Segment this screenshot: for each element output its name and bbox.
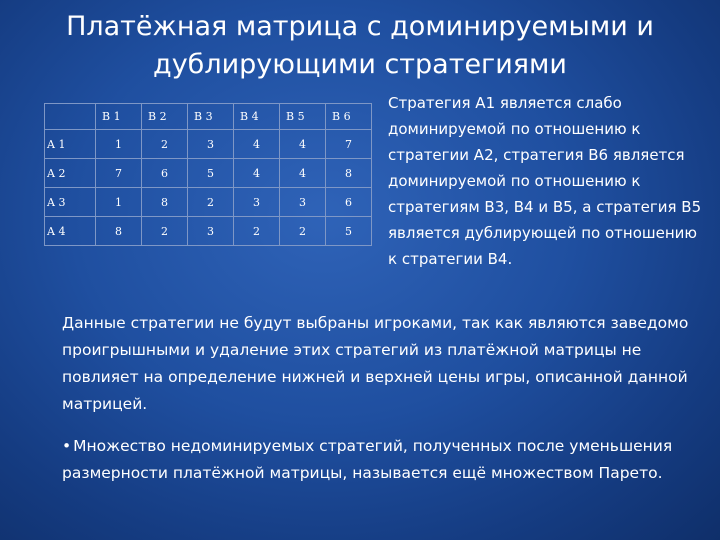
title-line-1: Платёжная матрица с доминируемыми и [66,11,654,42]
matrix-cell: 4 [234,159,280,188]
matrix-cell: 2 [142,217,188,246]
matrix-cell: 5 [326,217,372,246]
matrix-cell: 3 [188,217,234,246]
matrix-header-row [45,104,372,130]
dominance-explanation: Стратегия А1 является слабо доминируемой по отношению к стратегии А2, стратегия В6 является доминируемой по отношению к стратегиям В3, В4 и В5, а стратегия В5 является дублирующей по отношению к стратегии В4. [388,94,702,268]
title-line-2: дублирующими стратегиями [153,49,567,80]
column-header-b1: B 1 [96,104,142,130]
row-header-a4: A 4 [45,217,96,246]
matrix-cell: 7 [96,159,142,188]
slide-title [40,8,680,84]
matrix-cell: 7 [326,130,372,159]
matrix-cell: 6 [142,159,188,188]
payoff-matrix [44,103,372,246]
column-header-b2: B 2 [142,104,188,130]
row-header-a3: A 3 [45,188,96,217]
column-header-b3: B 3 [188,104,234,130]
matrix-cell: 4 [234,130,280,159]
matrix-row-a4 [45,217,372,246]
matrix-cell: 8 [96,217,142,246]
matrix-cell: 1 [96,188,142,217]
column-header-b6: B 6 [326,104,372,130]
matrix-cell: 3 [234,188,280,217]
matrix-cell: 2 [234,217,280,246]
matrix-row-a2 [45,159,372,188]
bullet-mark: • [62,437,72,455]
matrix-cell: 1 [96,130,142,159]
row-header-a2: A 2 [45,159,96,188]
pareto-bullet [62,433,702,487]
pareto-bullet-text: Множество недоминируемых стратегий, полученных после уменьшения размерности платёжной матрицы, называется ещё множеством Парето. [62,437,673,482]
matrix-cell: 2 [142,130,188,159]
matrix-cell: 3 [280,188,326,217]
matrix-corner-cell [45,104,96,130]
matrix-cell: 5 [188,159,234,188]
column-header-b4: B 4 [234,104,280,130]
matrix-cell: 2 [188,188,234,217]
matrix-cell: 2 [280,217,326,246]
matrix-cell: 8 [142,188,188,217]
removal-paragraph: Данные стратегии не будут выбраны игроками, так как являются заведомо проигрышными и удаление этих стратегий из платёжной матрицы не повлияет на определение нижней и верхней цены игры, описанной данной матрицей. [62,314,689,413]
row-header-a1: A 1 [45,130,96,159]
matrix-row-a3 [45,188,372,217]
matrix-cell: 4 [280,159,326,188]
matrix-cell: 3 [188,130,234,159]
matrix-cell: 6 [326,188,372,217]
matrix-row-a1 [45,130,372,159]
matrix-cell: 8 [326,159,372,188]
column-header-b5: B 5 [280,104,326,130]
matrix-cell: 4 [280,130,326,159]
